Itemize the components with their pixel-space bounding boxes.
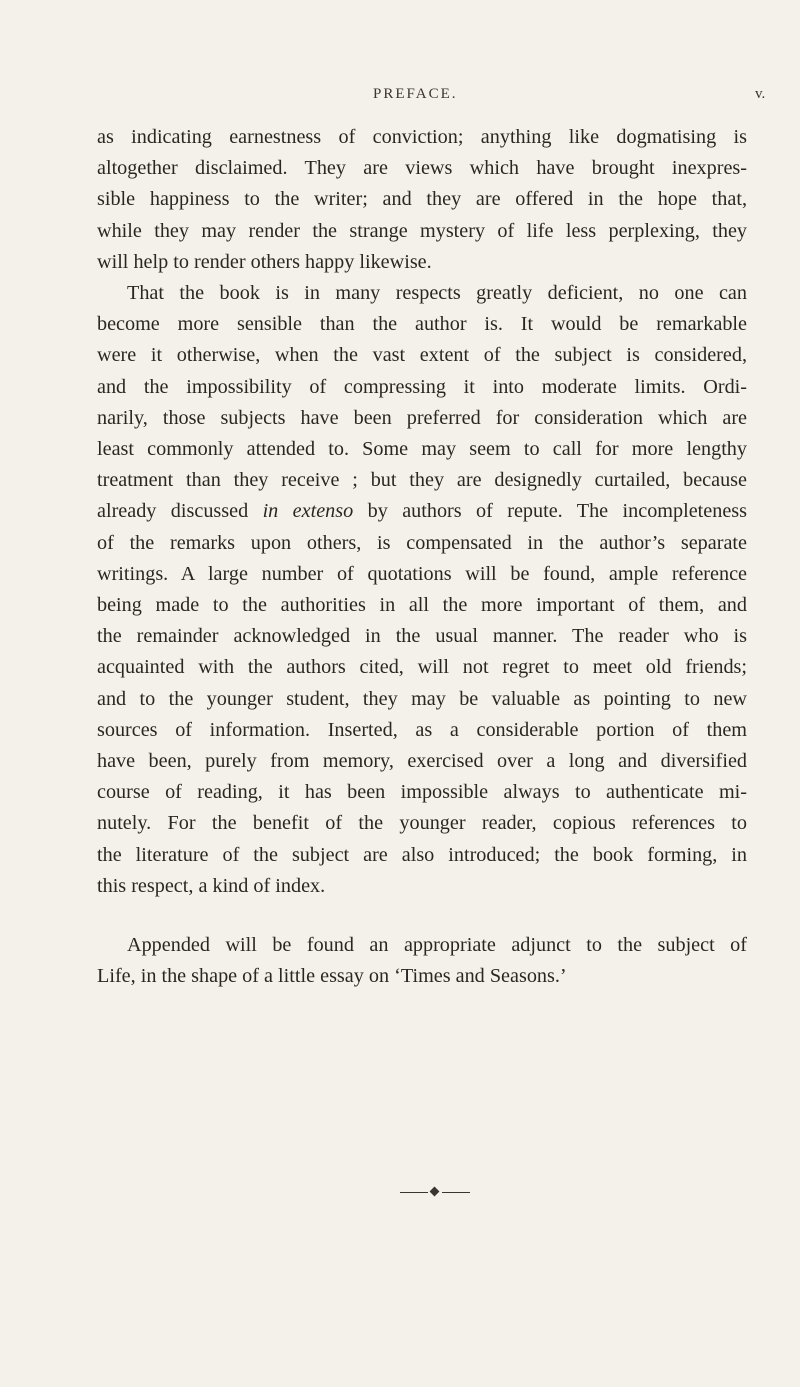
text-line: become more sensible than the author is. It would be remarkable: [97, 313, 747, 336]
text-line: of the remarks upon others, is compensated in the author’s separate: [97, 531, 747, 554]
text-line: Life, in the shape of a little essay on ‘Times and Seasons.’: [97, 965, 567, 988]
ornament-divider: [400, 1187, 470, 1199]
text-line: this respect, a kind of index.: [97, 874, 326, 897]
diamond-icon: [430, 1187, 440, 1197]
paragraph-3: [97, 930, 747, 992]
text-line: the literature of the subject are also introduced; the book forming, in: [97, 843, 747, 866]
page-number: v.: [755, 86, 766, 102]
text-segment: by authors of repute. The incompleteness: [353, 500, 747, 523]
text-line: have been, purely from memory, exercised over a long and diversified: [97, 750, 747, 773]
paragraph-spacer: [97, 902, 747, 930]
running-title: PREFACE.: [373, 86, 458, 102]
text-line: writings. A large number of quotations will be found, ample reference: [97, 562, 747, 585]
text-segment: already discussed: [97, 500, 263, 523]
text-line: sources of information. Inserted, as a considerable portion of them: [97, 718, 747, 741]
text-line: course of reading, it has been impossible always to authenticate mi-: [97, 781, 747, 804]
ornament-rule: [442, 1192, 470, 1193]
text-line: [97, 496, 747, 527]
text-line: Appended will be found an appropriate adjunct to the subject of: [127, 934, 747, 957]
ornament-rule: [400, 1192, 428, 1193]
text-line: That the book is in many respects greatly deficient, no one can: [127, 282, 747, 305]
text-line: and the impossibility of compressing it into moderate limits. Ordi-: [97, 375, 747, 398]
text-line: being made to the authorities in all the more important of them, and: [97, 594, 747, 617]
text-line: least commonly attended to. Some may seem to call for more lengthy: [97, 438, 747, 461]
text-line: sible happiness to the writer; and they are offered in the hope that,: [97, 188, 747, 211]
italic-phrase: in extenso: [262, 500, 354, 523]
paragraph-1: [97, 122, 747, 278]
text-line: narily, those subjects have been preferred for consideration which are: [97, 406, 747, 429]
paragraph-2: [97, 278, 747, 902]
body-text: [97, 122, 747, 992]
text-line: while they may render the strange mystery of life less perplexing, they: [97, 219, 747, 242]
text-line: treatment than they receive ; but they are designedly curtailed, because: [97, 469, 747, 492]
text-line: nutely. For the benefit of the younger reader, copious references to: [97, 812, 747, 835]
text-line: the remainder acknowledged in the usual manner. The reader who is: [97, 625, 747, 648]
text-line: altogether disclaimed. They are views which have brought inexpres-: [97, 157, 747, 180]
text-line: were it otherwise, when the vast extent of the subject is considered,: [97, 344, 747, 367]
running-head: [0, 86, 800, 110]
text-line: as indicating earnestness of conviction; anything like dogmatising is: [97, 126, 747, 148]
text-line: will help to render others happy likewise.: [97, 250, 432, 273]
text-line: acquainted with the authors cited, will not regret to meet old friends;: [97, 656, 747, 679]
text-line: and to the younger student, they may be valuable as pointing to new: [97, 687, 747, 710]
